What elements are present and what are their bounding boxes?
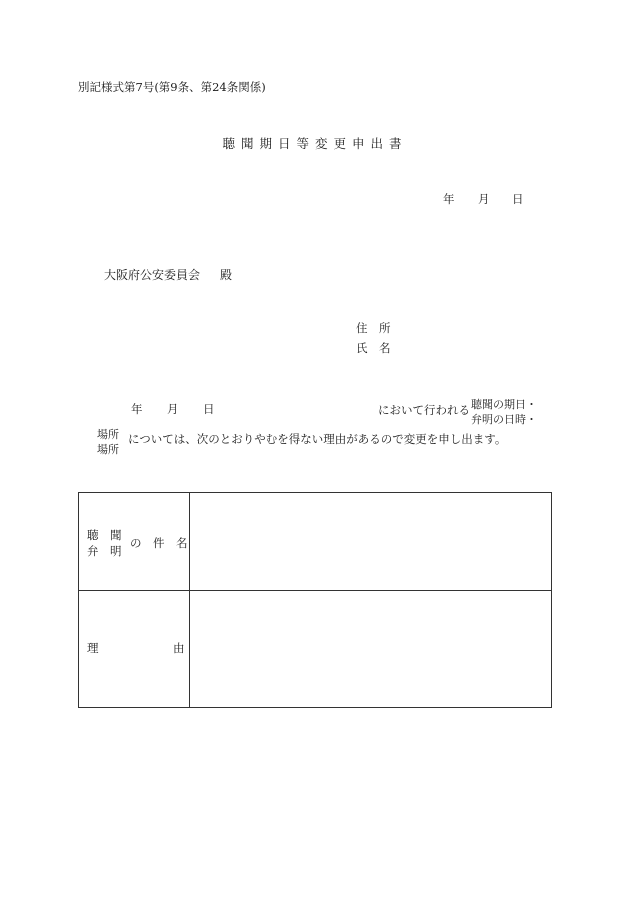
date-day-label: 日 xyxy=(512,192,524,206)
form-reference: 別記様式第7号(第9条、第24条関係) xyxy=(78,80,266,94)
case-name-suffix: の 件 名 xyxy=(130,536,188,550)
hearing-date-label: 聴聞の期日・ xyxy=(471,398,537,411)
para-day-label: 日 xyxy=(203,402,215,416)
place-label-top: 場所 xyxy=(97,428,119,441)
place-label-bottom: 場所 xyxy=(97,443,119,456)
details-table xyxy=(78,492,552,708)
hearing-word: 聴 聞 xyxy=(87,528,122,542)
paragraph-body: については、次のとおりやむを得ない理由があるので変更を申し出ます。 xyxy=(128,432,507,446)
para-year-label: 年 xyxy=(131,402,143,416)
reason-value-cell[interactable] xyxy=(190,591,552,708)
para-month-label: 月 xyxy=(167,402,179,416)
case-name-value-cell[interactable] xyxy=(190,493,552,591)
explanation-word: 弁 明 xyxy=(87,544,122,558)
reason-label-right: 由 xyxy=(173,641,185,655)
document-title: 聴聞期日等変更申出書 xyxy=(222,136,408,151)
case-name-label-cell xyxy=(79,493,190,591)
reason-label-left: 理 xyxy=(87,641,99,655)
date-year-label: 年 xyxy=(443,192,455,206)
addressee: 大阪府公安委員会 xyxy=(104,268,201,282)
address-label: 住 所 xyxy=(356,321,391,335)
reason-label-cell xyxy=(79,591,190,708)
name-label: 氏 名 xyxy=(356,341,391,355)
explanation-date-label: 弁明の日時・ xyxy=(471,413,537,426)
held-at-text: において行われる xyxy=(378,403,470,417)
honorific: 殿 xyxy=(220,268,233,282)
date-month-label: 月 xyxy=(478,192,490,206)
case-name-row xyxy=(79,493,552,591)
reason-row xyxy=(79,591,552,708)
